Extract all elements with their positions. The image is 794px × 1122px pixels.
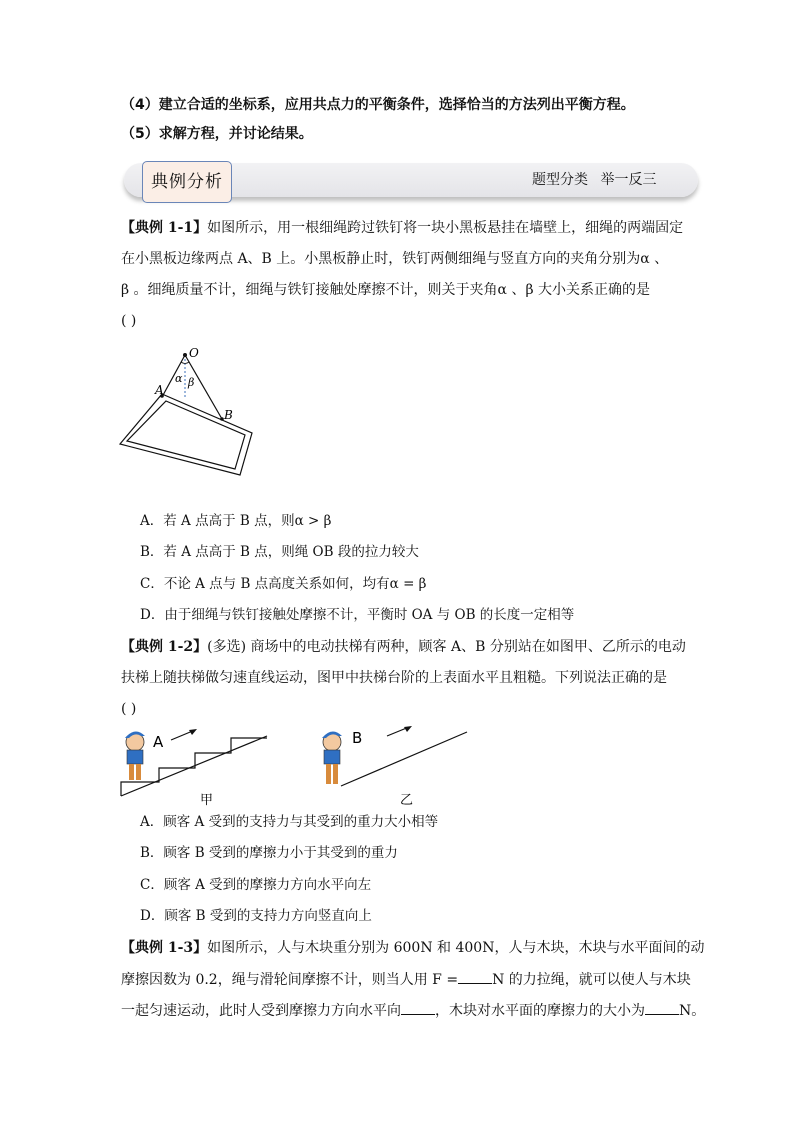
label-alpha: α [175,372,183,385]
blackboard-frame [120,394,252,475]
q2-text-1: (多选) 商场中的电动扶梯有两种，顾客 A、B 分别站在如图甲、乙所示的电动 [207,639,686,655]
q1-option-c: C．不论 A 点与 B 点高度关系如何，均有α = β [140,576,427,592]
label-yi: 乙 [400,793,414,808]
arrow-b [387,726,412,736]
label-o: O [189,346,199,360]
q3-blank-direction [401,1000,435,1015]
q3-text-2a: 摩擦因数为 0.2，绳与滑轮间摩擦不计，则当人用 F = [121,972,459,988]
q3-line-1 [121,938,704,958]
q3-line-2 [121,969,691,990]
person-a [125,731,145,780]
q2-line-1 [121,637,686,657]
label-customer-b: B [352,729,363,747]
q2-option-b: B．顾客 B 受到的摩擦力小于其受到的重力 [140,845,398,861]
q1-line-1 [121,218,683,238]
section-banner-subtitle: 题型分类 举一反三 [532,172,657,188]
escalator-figure [115,718,475,810]
label-b: B [224,408,233,422]
q2-answer-paren: ( ) [121,701,137,717]
step-5: （5）求解方程，并讨论结果。 [121,126,313,142]
q3-text-3c: N。 [679,1003,706,1019]
q2-option-a: A．顾客 A 受到的支持力与其受到的重力大小相等 [140,814,439,830]
q1-text-1: 如图所示，用一根细绳跨过铁钉将一块小黑板悬挂在墙壁上，细绳的两端固定 [207,220,684,236]
q3-text-3b: ，木块对水平面的摩擦力的大小为 [435,1003,645,1019]
step-4: （4）建立合适的坐标系，应用共点力的平衡条件，选择恰当的方法列出平衡方程。 [121,97,635,113]
label-beta: β [188,376,195,389]
q3-label: 【典例 1-3】 [121,940,208,956]
angle-arc [181,362,189,364]
nail-point [183,353,187,357]
q1-option-d: D．由于细绳与铁钉接触处摩擦不计，平衡时 OA 与 OB 的长度一定相等 [140,607,575,623]
q1-label: 【典例 1-1】 [121,220,208,236]
q3-text-2b: N 的力拉绳，就可以使人与木块 [492,972,691,988]
q1-option-a: A．若 A 点高于 B 点，则α > β [140,513,332,529]
q1-answer-paren: ( ) [121,313,137,329]
q1-option-b: B．若 A 点高于 B 点，则绳 OB 段的拉力较大 [140,544,419,560]
label-customer-a: A [153,733,164,751]
person-b [322,731,342,784]
q3-text-1: 如图所示，人与木块重分别为 600N 和 400N，人与木块，木块与水平面间的动 [207,940,705,956]
arrow-a [171,729,197,740]
q2-label: 【典例 1-2】 [121,639,208,655]
section-banner-tag: 典例分析 [142,161,232,203]
q3-line-3 [121,1000,705,1021]
q2-option-d: D．顾客 B 受到的支持力方向竖直向上 [140,908,372,924]
q1-line-3: β 。细绳质量不计，细绳与铁钉接触处摩擦不计，则关于夹角α 、β 大小关系正确的是 [121,282,650,298]
q2-option-c: C．顾客 A 受到的摩擦力方向水平向左 [140,877,372,893]
blackboard-figure [115,340,265,480]
label-a: A [155,383,164,397]
q2-line-2: 扶梯上随扶梯做匀速直线运动，图甲中扶梯台阶的上表面水平且粗糙。下列说法正确的是 [121,670,667,686]
label-jia: 甲 [200,793,214,808]
q1-line-2: 在小黑板边缘两点 A、B 上。小黑板静止时，铁钉两侧细绳与竖直方向的夹角分别为α 、 [121,251,669,267]
q3-text-3a: 一起匀速运动，此时人受到摩擦力方向水平向 [121,1003,401,1019]
q3-blank-friction [645,1000,679,1015]
q3-blank-force [458,969,492,984]
